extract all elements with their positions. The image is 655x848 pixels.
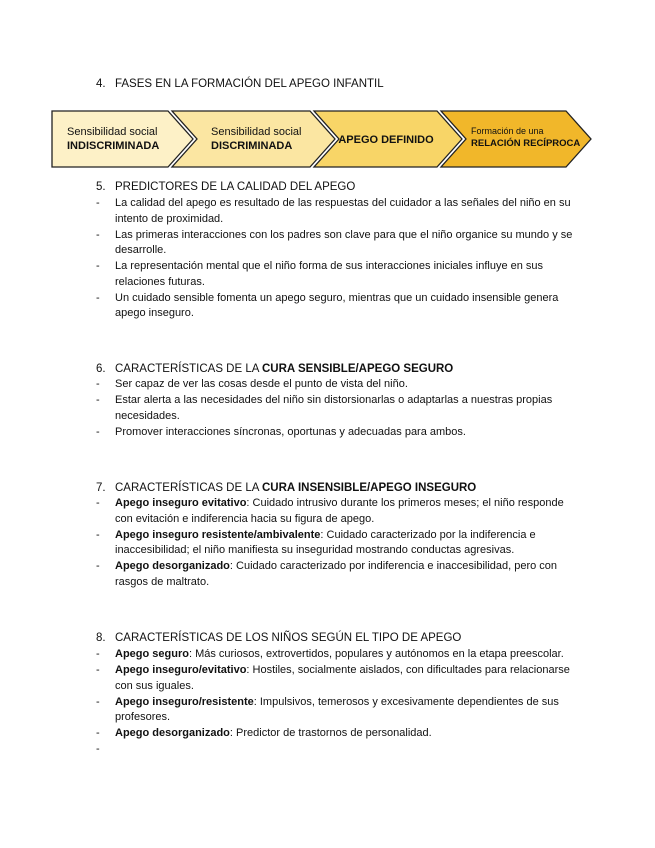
section-title-bold: CURA SENSIBLE/APEGO SEGURO [261, 363, 454, 375]
bullet-dash: - [96, 648, 100, 660]
bullet-dash: - [96, 695, 100, 708]
list-item [96, 393, 576, 424]
section-6-list [96, 377, 576, 441]
phase-1-line2: INDISCRIMINADA [67, 140, 160, 152]
list-item [96, 647, 576, 663]
list-item [96, 726, 576, 742]
phase-chevron-1 [52, 111, 193, 167]
section-7-list [96, 496, 576, 591]
section-8-heading [96, 631, 461, 646]
item-text: : Impulsivos, temerosos y excesivamente dependientes de sus profesores. [115, 695, 559, 723]
bullet-dash: - [96, 528, 100, 541]
item-term: Apego seguro [115, 648, 189, 660]
item-term: Apego desorganizado [115, 560, 230, 572]
bullet-dash: - [96, 743, 100, 755]
section-5-heading [96, 180, 355, 195]
list-item [96, 425, 576, 441]
bullet-dash: - [96, 291, 100, 304]
list-item [96, 528, 576, 559]
section-8-list [96, 647, 576, 755]
item-text: Promover interacciones síncronas, oportunas y adecuadas para ambos. [115, 425, 466, 438]
bullet-dash: - [96, 394, 100, 406]
section-number: 6. [96, 363, 106, 375]
item-text: : Cuidado caracterizado por la indiferencia e inaccesibilidad; el niño manifiesta su inseguridad mostrando conductas agresivas. [115, 528, 536, 556]
item-term: Apego inseguro/resistente [115, 695, 254, 708]
item-text: La representación mental que el niño forma de sus interacciones iniciales influye en sus relaciones futuras. [115, 260, 544, 288]
list-item [96, 291, 576, 322]
list-item [96, 663, 576, 694]
phase-4-line2: RELACIÓN RECÍPROCA [471, 138, 581, 149]
phase-2-line2: DISCRIMINADA [211, 140, 293, 152]
list-item [96, 228, 576, 259]
section-title-prefix: CARACTERÍSTICAS DE LA [115, 482, 262, 494]
bullet-dash: - [96, 664, 100, 676]
list-item [96, 377, 576, 393]
list-item [96, 196, 576, 227]
item-text: : Predictor de trastornos de personalidad. [229, 727, 432, 739]
item-text: : Cuidado caracterizado por indiferencia e inaccesibilidad, pero con rasgos de maltrato. [115, 560, 558, 588]
section-5-list [96, 196, 576, 322]
bullet-dash: - [96, 425, 100, 438]
list-item [96, 496, 576, 527]
item-term: Apego inseguro evitativo [115, 497, 247, 509]
list-item [96, 259, 576, 290]
bullet-dash: - [96, 727, 100, 739]
item-text: Estar alerta a las necesidades del niño sin distorsionarlas o adaptarlas a nuestras propias necesidades. [115, 394, 553, 422]
phase-chevron-2 [172, 111, 335, 167]
bullet-dash: - [96, 197, 100, 209]
item-text: : Hostiles, socialmente aislados, con dificultades para relacionarse con sus iguales. [115, 664, 570, 692]
section-title: FASES EN LA FORMACIÓN DEL APEGO INFANTIL [115, 78, 384, 90]
item-term: Apego inseguro resistente/ambivalente [115, 528, 321, 541]
phase-2-line1: Sensibilidad social [211, 126, 302, 138]
phase-4-line1: Formación de una [471, 126, 544, 136]
item-text: Un cuidado sensible fomenta un apego seguro, mientras que un cuidado insensible genera apego inseguro. [115, 291, 559, 319]
section-7-heading [96, 481, 476, 496]
list-item [96, 695, 576, 726]
section-number: 5. [96, 181, 106, 193]
bullet-dash: - [96, 228, 100, 241]
item-text: : Más curiosos, extrovertidos, populares y autónomos en la etapa preescolar. [188, 648, 564, 660]
bullet-dash: - [96, 497, 100, 509]
section-number: 7. [96, 482, 106, 494]
section-title: CARACTERÍSTICAS DE LOS NIÑOS SEGÚN EL TIPO DE APEGO [115, 632, 462, 644]
list-item [96, 559, 576, 590]
item-term: Apego desorganizado [115, 727, 230, 739]
bullet-dash: - [96, 260, 100, 272]
phase-3-label: APEGO DEFINIDO [338, 134, 434, 146]
section-6-heading [96, 362, 453, 377]
bullet-dash: - [96, 560, 100, 572]
section-title-prefix: CARACTERÍSTICAS DE LA [115, 363, 262, 375]
item-text: : Cuidado intrusivo durante los primeros meses; el niño responde con evitación e indiferencia hacia su figura de apego. [115, 497, 564, 525]
bullet-dash: - [96, 378, 100, 390]
phase-1-line1: Sensibilidad social [67, 126, 158, 138]
section-title-bold: CURA INSENSIBLE/APEGO INSEGURO [261, 482, 477, 494]
item-text: Ser capaz de ver las cosas desde el punto de vista del niño. [115, 378, 408, 390]
section-number: 4. [96, 78, 106, 90]
section-number: 8. [96, 632, 106, 644]
item-text: La calidad del apego es resultado de las respuestas del cuidador a las señales del niño en su intento de proximidad. [115, 197, 571, 225]
item-text: Las primeras interacciones con los padres son clave para que el niño organice su mundo y se desarrolle. [115, 228, 573, 256]
section-title: PREDICTORES DE LA CALIDAD DEL APEGO [115, 181, 356, 193]
item-term: Apego inseguro/evitativo [115, 664, 247, 676]
